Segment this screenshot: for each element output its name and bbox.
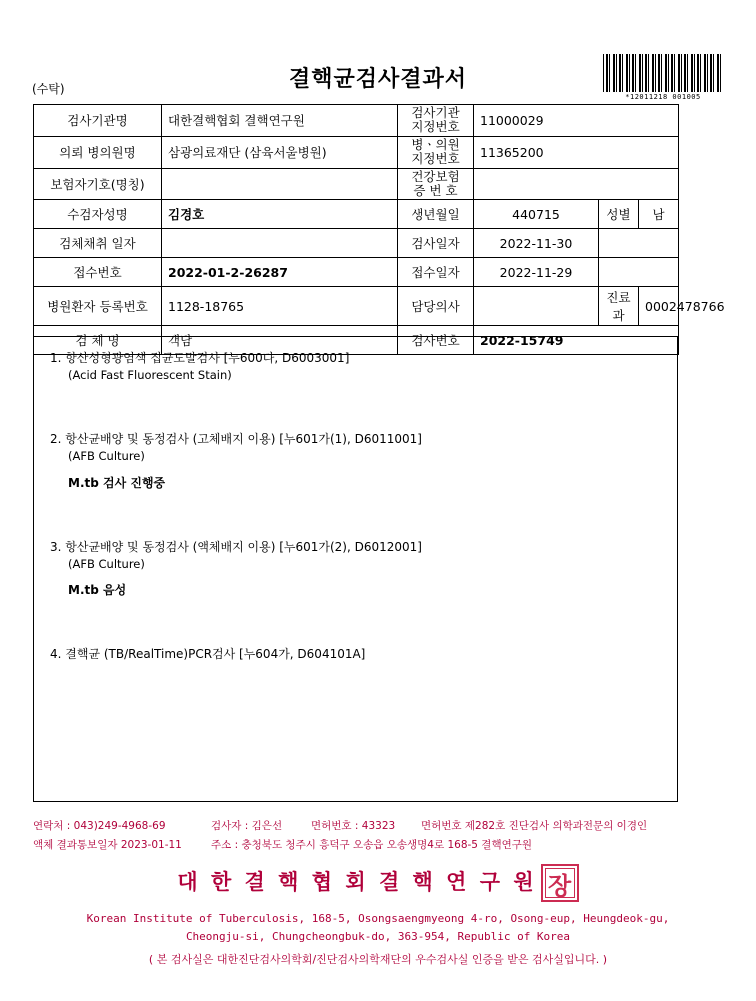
result-2-value: M.tb 검사 진행중	[68, 475, 166, 490]
footer-row-1	[0, 818, 756, 833]
license-label: 면허번호 :	[311, 820, 359, 832]
inspector-info	[211, 818, 311, 833]
result-3-number: 3.	[50, 539, 62, 554]
barcode	[603, 54, 723, 101]
cell-sex-value: 남	[639, 200, 679, 229]
cell-lab-name-value: 대한결핵협회 결핵연구원	[162, 105, 398, 137]
inspector-label: 검사자 :	[211, 820, 249, 832]
cell-doctor-label: 담당의사	[398, 287, 474, 326]
english-address-line1: Korean Institute of Tuberculosis, 168-5, Osongsaengmyeong 4-ro, Osong-eup, Heungdeok-gu,	[86, 912, 670, 925]
cell-receipt-no-value: 2022-01-2-26287	[162, 258, 398, 287]
certification-note: ( 본 검사실은 대한진단검사의학회/진단검사의학재단의 우수검사실 인증을 받은 검사실입니다. )	[148, 953, 608, 966]
license-info	[311, 818, 421, 833]
footer	[0, 818, 756, 967]
cell-dept-value: 0002478766	[639, 287, 679, 326]
result-1-name: 항산성형광염색 집균도말검사 [누600다, D6003001]	[65, 351, 350, 365]
organization-line	[0, 864, 756, 902]
cell-patient-name-value: 김경호	[162, 200, 398, 229]
address-value: 충청북도 청주시 흥덕구 오송읍 오송생명4로 168-5 결핵연구원	[241, 839, 533, 851]
result-2-number: 2.	[50, 432, 62, 447]
contact-info	[33, 818, 211, 833]
cell-sex-label: 성별	[599, 200, 639, 229]
barcode-number: *12011218 001005	[625, 93, 701, 101]
official-stamp	[541, 864, 579, 902]
patient-info-table	[33, 104, 725, 355]
result-3-name: 항산균배양 및 동정검사 (액체배지 이용) [누601가(2), D6012001]	[65, 539, 422, 554]
result-item-1	[50, 349, 661, 384]
cell-insurer-value	[162, 168, 398, 200]
cell-insurance-value	[474, 168, 679, 200]
liquid-report-info	[33, 837, 211, 852]
cell-doctor-value	[474, 287, 599, 326]
cell-hospital-label: 의뢰 병의원명	[34, 136, 162, 168]
result-item-3	[50, 538, 661, 599]
inspector-value: 김은선	[251, 820, 283, 832]
cell-lab-code-value: 11000029	[474, 105, 679, 137]
address-label: 주소 :	[211, 839, 239, 851]
result-4-name: 결핵균 (TB/RealTime)PCR검사 [누604가, D604101A]	[65, 646, 366, 661]
contact-value: 043)249-4968-69	[73, 820, 166, 832]
result-2-english: (AFB Culture)	[68, 449, 145, 464]
results-box	[33, 336, 678, 802]
license2-info: 면허번호 제282호 진단검사 의학과전문의 이경인	[421, 820, 648, 832]
result-2-name: 항산균배양 및 동정검사 (고체배지 이용) [누601가(1), D6011001]	[65, 432, 422, 447]
cell-specimen-label: 검 체 명	[34, 326, 162, 355]
result-4-number: 4.	[50, 646, 62, 661]
result-3-english: (AFB Culture)	[68, 556, 145, 571]
result-item-2	[50, 430, 661, 491]
liquid-report-label: 액체 결과통보일자	[33, 839, 118, 851]
result-item-4	[50, 645, 661, 663]
table-row	[34, 136, 679, 168]
address-info	[211, 837, 532, 852]
cell-test-no-label: 검사번호	[398, 326, 474, 355]
result-1-number: 1.	[50, 351, 62, 365]
cell-test-date-label: 검사일자	[398, 229, 474, 258]
consign-label: (수탁)	[32, 82, 65, 96]
cell-empty-1	[599, 229, 679, 258]
cell-hospital-code-label: 병ㆍ의원 지정번호	[398, 136, 474, 168]
cell-lab-name-label: 검사기관명	[34, 105, 162, 137]
cell-receipt-date-label: 접수일자	[398, 258, 474, 287]
contact-label: 연락처 :	[33, 820, 71, 832]
cell-empty-2	[599, 258, 679, 287]
cell-birth-label: 생년월일	[398, 200, 474, 229]
cell-hospital-id-value: 1128-18765	[162, 287, 398, 326]
cell-collect-date-label: 검체채취 일자	[34, 229, 162, 258]
cell-insurance-label: 건강보험 증 번 호	[398, 168, 474, 200]
table-row	[34, 105, 679, 137]
cell-receipt-no-label: 접수번호	[34, 258, 162, 287]
cell-test-date-value: 2022-11-30	[474, 229, 599, 258]
barcode-stripes	[603, 54, 723, 92]
cell-birth-value: 440715	[474, 200, 599, 229]
cell-specimen-value: 객담	[162, 326, 398, 355]
cell-dept-label: 진료과	[599, 287, 639, 326]
table-row	[34, 287, 679, 326]
cell-test-no-value: 2022-15749	[474, 326, 679, 355]
cell-collect-date-value	[162, 229, 398, 258]
table-row	[34, 229, 679, 258]
table-row	[34, 258, 679, 287]
liquid-report-date: 2023-01-11	[120, 839, 182, 851]
stamp-character: 장	[548, 872, 572, 900]
license-value: 43323	[361, 820, 396, 832]
cell-patient-name-label: 수검자성명	[34, 200, 162, 229]
cell-receipt-date-value: 2022-11-29	[474, 258, 599, 287]
table-row	[34, 168, 679, 200]
page-title: 결핵균검사결과서	[288, 67, 468, 92]
english-address-line2: Cheongju-si, Chungcheongbuk-do, 363-954, Republic of Korea	[185, 930, 571, 943]
cell-hospital-value: 삼광의료재단 (삼육서울병원)	[162, 136, 398, 168]
cell-hospital-code-value: 11365200	[474, 136, 679, 168]
organization-name: 대 한 결 핵 협 회 결 핵 연 구 원	[177, 870, 537, 894]
cell-hospital-id-label: 병원환자 등록번호	[34, 287, 162, 326]
result-3-value: M.tb 음성	[68, 582, 127, 597]
footer-row-2	[0, 837, 756, 852]
table-row	[34, 200, 679, 229]
cell-insurer-label: 보험자기호(명칭)	[34, 168, 162, 200]
result-1-english: (Acid Fast Fluorescent Stain)	[68, 368, 232, 382]
cell-lab-code-label: 검사기관 지정번호	[398, 105, 474, 137]
